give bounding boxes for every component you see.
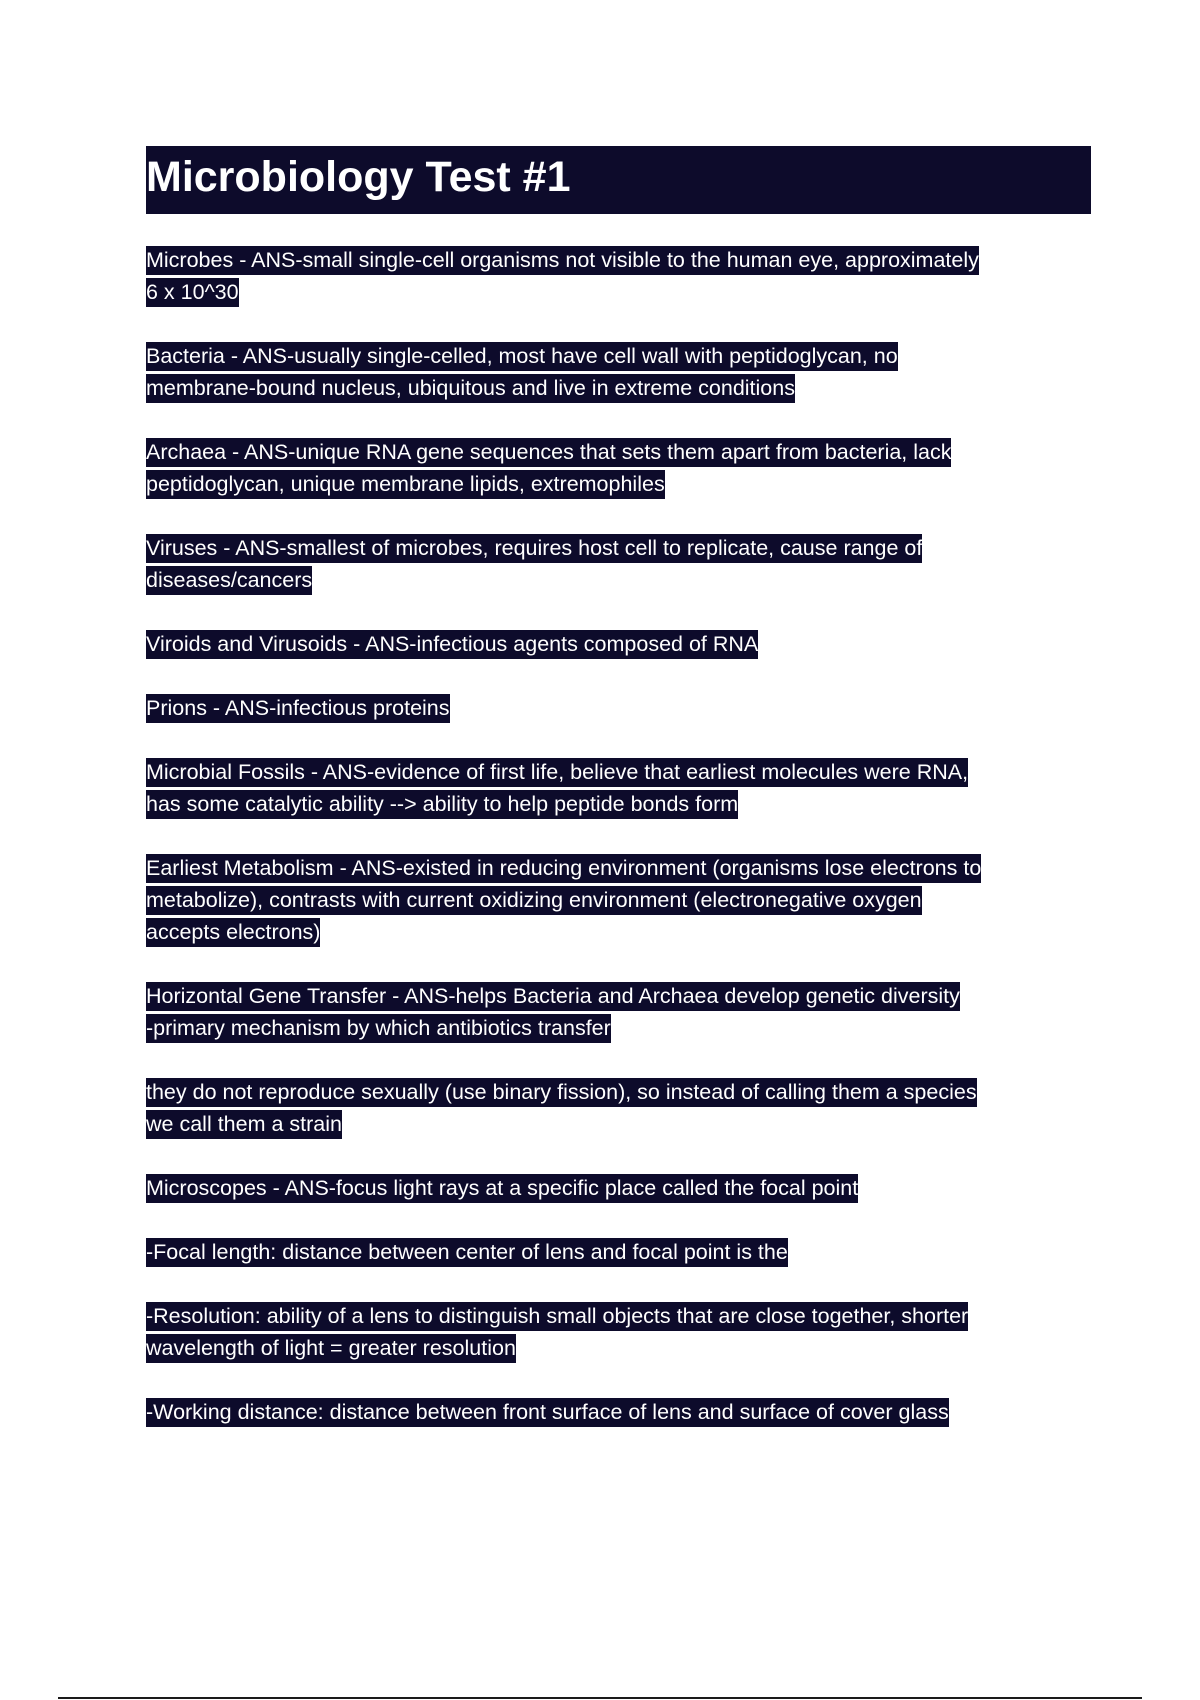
entry-line: wavelength of light = greater resolution — [146, 1334, 516, 1363]
entry-line: Horizontal Gene Transfer - ANS-helps Bacteria and Archaea develop genetic diversity — [146, 982, 960, 1011]
study-entry — [146, 852, 1096, 948]
study-entry — [146, 1172, 1096, 1204]
entry-line: Viroids and Virusoids - ANS-infectious agents composed of RNA — [146, 630, 758, 659]
entry-line: Earliest Metabolism - ANS-existed in reducing environment (organisms lose electrons to — [146, 854, 981, 883]
entry-line: -Working distance: distance between front surface of lens and surface of cover glass — [146, 1398, 949, 1427]
study-entry — [146, 1076, 1096, 1140]
entry-line: -Resolution: ability of a lens to distinguish small objects that are close together, shorter — [146, 1302, 968, 1331]
study-entry — [146, 340, 1096, 404]
study-entry — [146, 628, 1096, 660]
entry-line: membrane-bound nucleus, ubiquitous and live in extreme conditions — [146, 374, 795, 403]
entry-line: accepts electrons) — [146, 918, 320, 947]
entry-line: Archaea - ANS-unique RNA gene sequences that sets them apart from bacteria, lack — [146, 438, 951, 467]
entry-line: -Focal length: distance between center of lens and focal point is the — [146, 1238, 788, 1267]
study-entry — [146, 1300, 1096, 1364]
study-entry — [146, 756, 1096, 820]
entry-line: Prions - ANS-infectious proteins — [146, 694, 450, 723]
study-entry — [146, 692, 1096, 724]
entry-line: they do not reproduce sexually (use binary fission), so instead of calling them a species — [146, 1078, 977, 1107]
study-entry — [146, 532, 1096, 596]
entry-line: 6 x 10^30 — [146, 278, 239, 307]
entry-line: Microbial Fossils - ANS-evidence of first life, believe that earliest molecules were RNA, — [146, 758, 968, 787]
entry-line: Microbes - ANS-small single-cell organisms not visible to the human eye, approximately — [146, 246, 979, 275]
study-entry — [146, 436, 1096, 500]
entry-line: has some catalytic ability --> ability to help peptide bonds form — [146, 790, 738, 819]
study-entry — [146, 1236, 1096, 1268]
entry-line: Bacteria - ANS-usually single-celled, most have cell wall with peptidoglycan, no — [146, 342, 898, 371]
title-banner — [146, 146, 1091, 214]
entry-line: Viruses - ANS-smallest of microbes, requires host cell to replicate, cause range of — [146, 534, 922, 563]
document-title: Microbiology Test #1 — [146, 153, 571, 201]
study-entry — [146, 980, 1096, 1044]
study-entry — [146, 244, 1096, 308]
entry-line: -primary mechanism by which antibiotics transfer — [146, 1014, 611, 1043]
entry-list — [146, 244, 1096, 1460]
entry-line: Microscopes - ANS-focus light rays at a specific place called the focal point — [146, 1174, 858, 1203]
entry-line: metabolize), contrasts with current oxidizing environment (electronegative oxygen — [146, 886, 922, 915]
footer-divider — [58, 1697, 1142, 1699]
study-entry — [146, 1396, 1096, 1428]
entry-line: peptidoglycan, unique membrane lipids, extremophiles — [146, 470, 665, 499]
entry-line: we call them a strain — [146, 1110, 342, 1139]
entry-line: diseases/cancers — [146, 566, 312, 595]
